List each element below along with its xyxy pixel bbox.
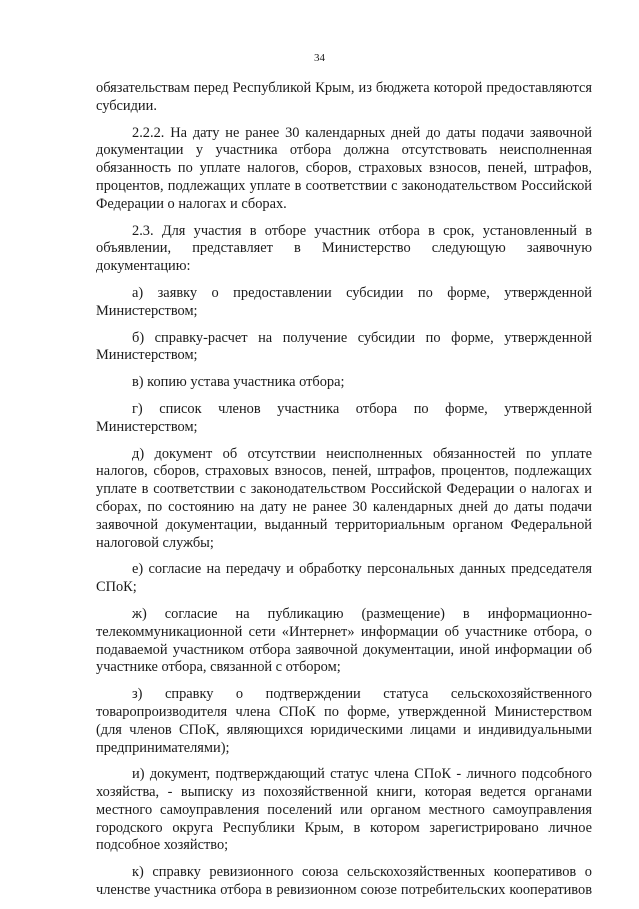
list-item-g: г) список членов участника отбора по форме, утвержденной Министерством; bbox=[96, 400, 592, 435]
list-item-zh: ж) согласие на публикацию (размещение) в информационно-телекоммуникационной сети «Интернет» информации об участнике отбора, о подаваемой участником отбора заявочной документации, иной информации об участнике отбора, связанной с отбором; bbox=[96, 605, 592, 676]
list-item-a: а) заявку о предоставлении субсидии по форме, утвержденной Министерством; bbox=[96, 284, 592, 319]
document-body bbox=[96, 80, 592, 909]
list-item-d: д) документ об отсутствии неисполненных обязанностей по уплате налогов, сборов, страховых взносов, пеней, штрафов, процентов, подлежащих уплате в соответствии с законодательством Российской Федерации о налогах и сборах, по состоянию на дату не ранее 30 календарных дней до даты подачи заявочной документации, выданный территориальным органом Федеральной налоговой службы; bbox=[96, 445, 592, 551]
list-item-k: к) справку ревизионного союза сельскохозяйственных кооперативов о членстве участника отбора в ревизионном союзе потребительских кооперативов bbox=[96, 864, 592, 899]
list-item-e: е) согласие на передачу и обработку персональных данных председателя СПоК; bbox=[96, 561, 592, 596]
paragraph-2-2-2: 2.2.2. На дату не ранее 30 календарных дней до даты подачи заявочной документации у участника отбора должна отсутствовать неисполненная обязанность по уплате налогов, сборов, страховых взносов, пеней, штрафов, процентов, подлежащих уплате в соответствии с законодательством Российской Федерации о налогах и сборах. bbox=[96, 124, 592, 212]
page-number: 34 bbox=[314, 52, 325, 64]
paragraph-continuation: обязательствам перед Республикой Крым, из бюджета которой предоставляются субсидии. bbox=[96, 80, 592, 114]
list-item-i: и) документ, подтверждающий статус члена СПоК - личного подсобного хозяйства, - выписку из похозяйственной книги, которая ведется органами местного самоуправления поселений или органом местного самоуправления городского округа Республики Крым, в котором зарегистрировано личное подсобное хозяйство; bbox=[96, 766, 592, 854]
list-item-b: б) справку-расчет на получение субсидии по форме, утвержденной Министерством; bbox=[96, 329, 592, 364]
list-item-v: в) копию устава участника отбора; bbox=[132, 374, 345, 391]
paragraph-2-3: 2.3. Для участия в отборе участник отбора в срок, установленный в объявлении, представляет в Министерство следующую заявочную документацию: bbox=[96, 222, 592, 275]
list-item-z: з) справку о подтверждении статуса сельскохозяйственного товаропроизводителя члена СПоК по форме, утвержденной Министерством (для членов СПоК, являющихся юридическими лицами и индивидуальными предпринимателями); bbox=[96, 686, 592, 756]
